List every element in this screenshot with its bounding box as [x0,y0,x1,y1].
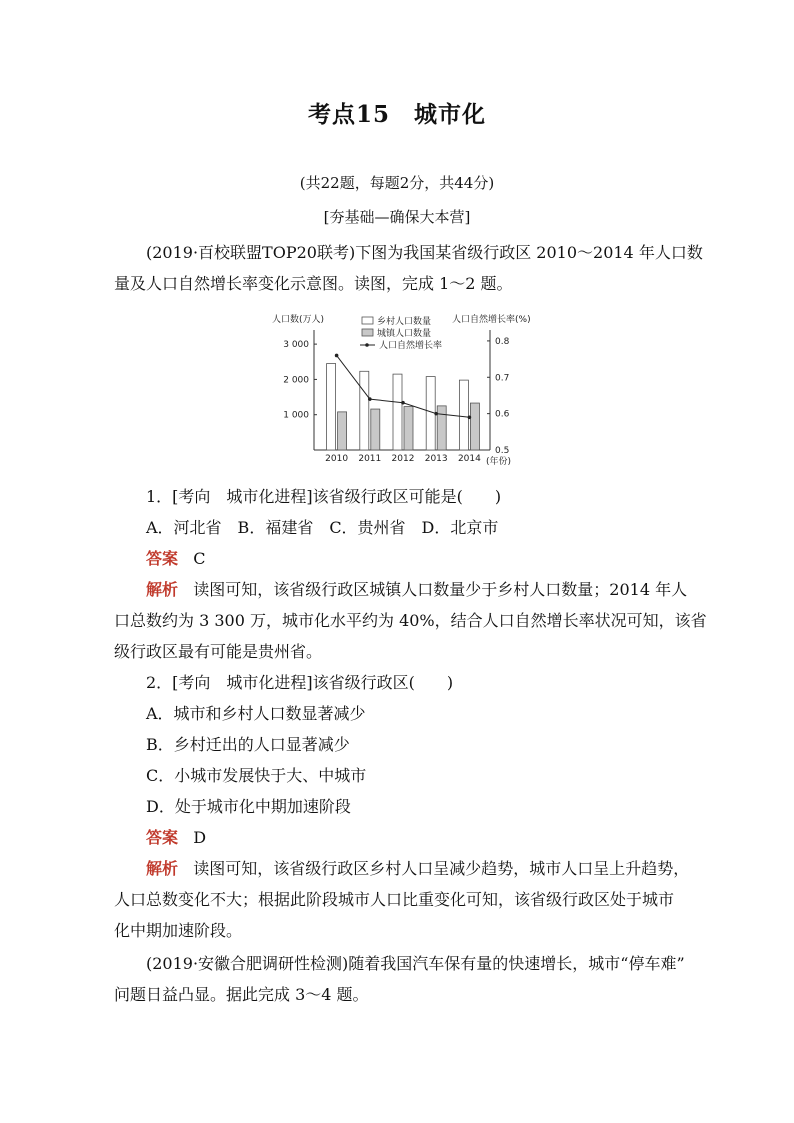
x-tick-label: 2010 [325,454,349,464]
score-info: (共22题，每题2分，共44分) [299,174,495,192]
answer-label: 答案 [146,549,179,568]
rural-bar [360,371,369,450]
intro2-line-1: (2019·安徽合肥调研性检测)随着我国汽车保有量的快速增长，城市“停车难” [146,954,685,973]
q1-explanation-line-2: 口总数约为 3 300 万，城市化水平约为 40%，结合人口自然增长率状况可知，该省 [114,611,707,630]
x-axis-title: (年份) [486,457,512,467]
legend-rate-point [365,343,369,347]
rate-point [335,354,339,358]
legend-rate-label: 人口自然增长率 [379,341,443,351]
urban-bar [371,409,380,450]
q2-explanation-line-1 [146,859,689,879]
intro-line-1: (2019·百校联盟TOP20联考)下图为我国某省级行政区 2010～2014 年人口数 [146,243,703,262]
q2-stem: 2．[考向 城市化进程]该省级行政区( ) [146,673,454,692]
rate-point [434,412,438,416]
legend-urban-swatch [362,329,373,336]
explanation-label: 解析 [146,859,179,878]
q2-explanation-line-2: 人口总数变化不大；根据此阶段城市人口比重变化可知，该省级行政区处于城市 [114,890,675,909]
q1-stem: 1．[考向 城市化进程]该省级行政区可能是( ) [146,487,502,506]
q2-explanation-line-3: 化中期加速阶段。 [114,921,243,940]
left-tick-label: 2 000 [283,375,309,386]
legend-urban-label: 城镇人口数量 [377,329,432,339]
answer-value: C [193,549,206,568]
population-chart [270,308,560,470]
page-title: 考点15 城市化 [307,101,486,128]
q1-explanation-line-1 [146,580,687,600]
rural-bar [327,364,336,450]
right-tick-label: 0.6 [495,409,510,420]
urban-bar [470,403,479,450]
urban-bar [437,406,446,450]
explanation-label: 解析 [146,580,179,599]
q2-option-c: C．小城市发展快于大、中城市 [146,766,367,785]
urban-bar [338,412,347,450]
right-tick-label: 0.8 [495,336,510,347]
legend-rural-label: 乡村人口数量 [377,317,432,327]
rate-point [468,415,472,419]
x-tick-label: 2012 [391,454,415,464]
right-tick-label: 0.5 [495,446,510,456]
legend-rural-swatch [362,317,373,324]
right-tick-label: 0.7 [495,373,510,384]
answer-label: 答案 [146,828,179,847]
q2-option-d: D．处于城市化中期加速阶段 [146,797,351,816]
x-tick-label: 2011 [358,454,382,464]
q1-answer [146,549,206,569]
rural-bar [393,374,402,450]
rate-line [337,355,470,417]
left-tick-label: 3 000 [283,340,309,351]
intro-line-2: 量及人口自然增长率变化示意图。读图，完成 1～2 题。 [114,274,513,293]
chart-legend [360,315,442,351]
x-tick-label: 2013 [424,454,448,464]
x-tick-label: 2014 [457,454,481,464]
rate-point [368,397,372,401]
q1-options: A．河北省 B．福建省 C．贵州省 D．北京市 [146,518,499,537]
explanation-text: 读图可知，该省级行政区城镇人口数量少于乡村人口数量；2014 年人 [193,580,688,599]
q2-option-b: B．乡村迁出的人口显著减少 [146,735,350,754]
chart-line [335,354,471,419]
q2-option-a: A．城市和乡村人口数显著减少 [146,704,366,723]
q2-answer [146,828,206,848]
rural-bar [459,380,468,450]
intro2-line-2: 问题日益凸显。据此完成 3～4 题。 [114,985,369,1004]
section-heading: [夯基础—确保大本营] [323,208,471,226]
left-tick-label: 1 000 [283,410,309,421]
urban-bar [404,407,413,450]
explanation-text: 读图可知，该省级行政区乡村人口呈减少趋势，城市人口呈上升趋势， [193,859,690,878]
left-axis-title: 人口数(万人) [272,315,325,325]
q1-explanation-line-3: 级行政区最有可能是贵州省。 [114,642,323,661]
chart-bars [327,364,480,450]
rate-point [401,401,405,405]
right-axis-title: 人口自然增长率(%) [452,315,531,325]
answer-value: D [193,828,207,847]
